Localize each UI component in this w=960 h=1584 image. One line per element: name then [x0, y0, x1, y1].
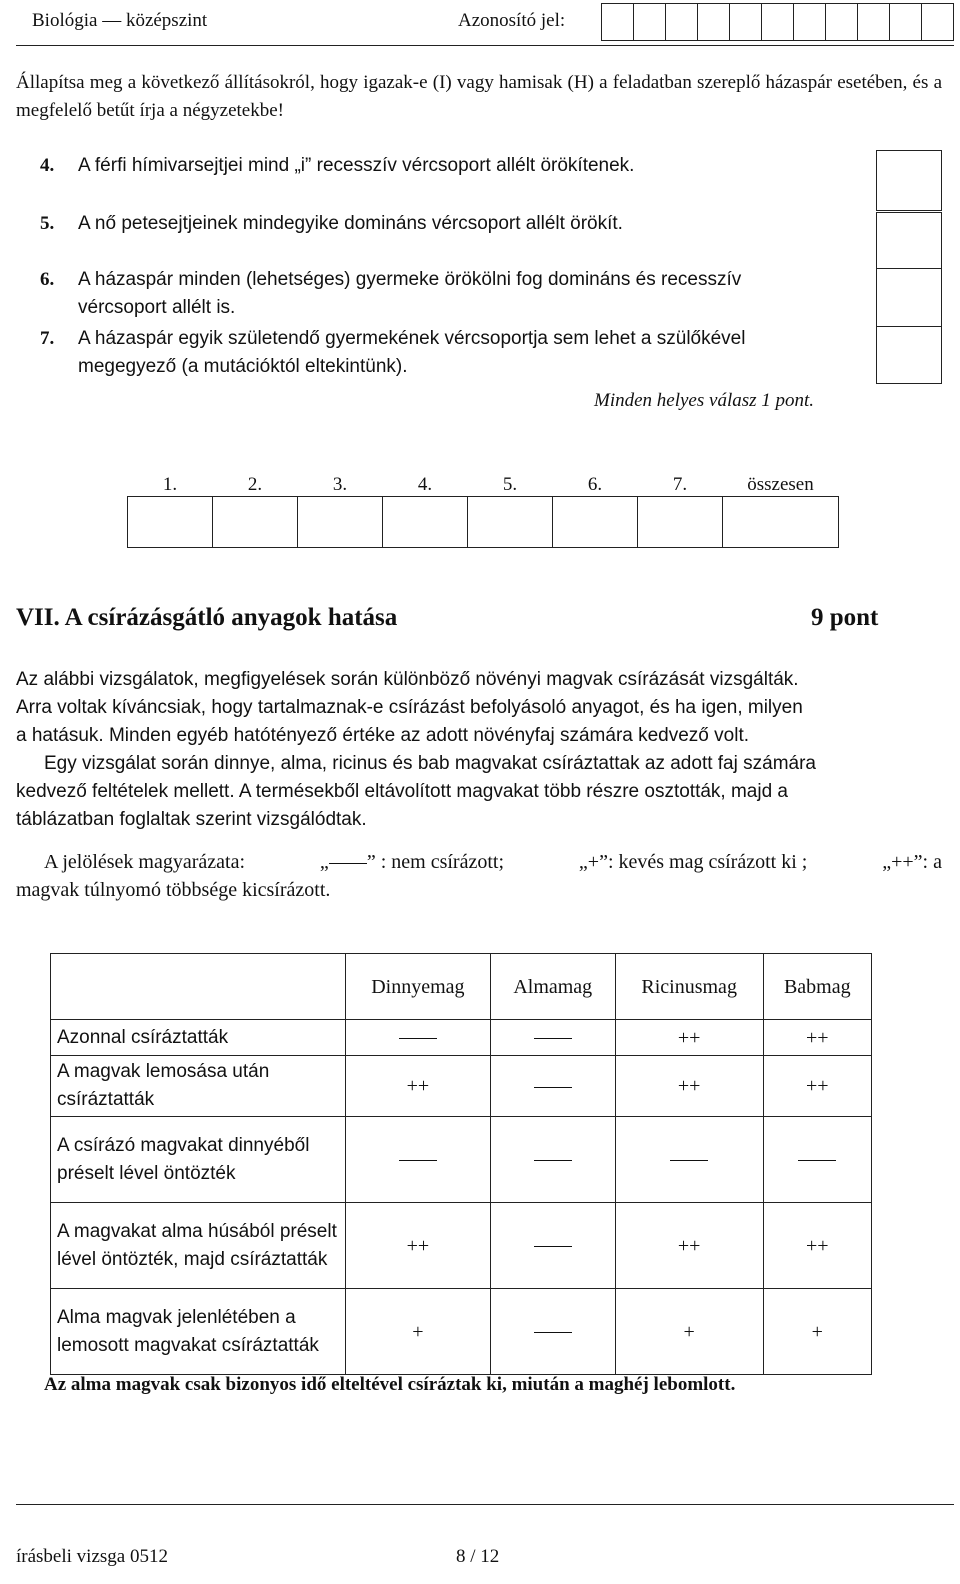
- none-germinated-mark: [490, 1203, 615, 1289]
- id-digit-box[interactable]: [793, 3, 826, 41]
- id-digit-box[interactable]: [921, 3, 954, 41]
- dash-symbol: [399, 1160, 437, 1161]
- result-cell: ++: [763, 1203, 871, 1289]
- result-cell: ++: [763, 1020, 871, 1056]
- dash-symbol: [534, 1246, 572, 1247]
- row-label: A csírázó magvakat dinnyéből préselt lével öntözték: [51, 1117, 346, 1203]
- table-row: [51, 1117, 872, 1203]
- statement-text-continued: megegyező (a mutációktól eltekintünk).: [78, 356, 408, 377]
- statement-item: [40, 152, 870, 180]
- row-label: Alma magvak jelenlétében a lemosott magvakat csíráztatták: [51, 1289, 346, 1375]
- dash-symbol: [329, 863, 367, 864]
- legend-double-plus: „++”: a: [882, 851, 942, 873]
- id-digit-box[interactable]: [729, 3, 762, 41]
- score-cell[interactable]: [723, 497, 839, 548]
- result-cell: ++: [346, 1056, 491, 1117]
- id-digit-box[interactable]: [825, 3, 858, 41]
- paragraph-1: [16, 666, 946, 750]
- score-cell[interactable]: [468, 497, 553, 548]
- column-header: Babmag: [763, 954, 871, 1020]
- table-row: [51, 1056, 872, 1117]
- id-digit-box[interactable]: [697, 3, 730, 41]
- row-label: Azonnal csíráztatták: [51, 1020, 346, 1056]
- score-cell[interactable]: [638, 497, 723, 548]
- none-germinated-mark: [346, 1117, 491, 1203]
- answer-box[interactable]: [876, 268, 942, 327]
- score-header-cell: 1.: [128, 474, 213, 497]
- statement-item: [40, 266, 870, 322]
- dash-symbol: [534, 1332, 572, 1333]
- dash-symbol: [670, 1160, 708, 1161]
- score-header-cell: 2.: [213, 474, 298, 497]
- dash-symbol: [399, 1038, 437, 1039]
- result-cell: ++: [615, 1056, 763, 1117]
- statement-number: 4.: [40, 155, 55, 176]
- statement-number: 5.: [40, 213, 55, 234]
- result-cell: ++: [763, 1056, 871, 1117]
- legend-quote-open: „: [319, 851, 329, 873]
- score-cell[interactable]: [553, 497, 638, 548]
- score-header-cell: 5.: [468, 474, 553, 497]
- paragraph-2-line: Egy vizsgálat során dinnye, alma, ricinus és bab magvakat csíráztattak az adott faj számára: [44, 753, 816, 774]
- none-germinated-mark: [490, 1020, 615, 1056]
- score-header-cell: 7.: [638, 474, 723, 497]
- id-digit-box[interactable]: [889, 3, 922, 41]
- result-cell: ++: [346, 1203, 491, 1289]
- footer-left: írásbeli vizsga 0512: [16, 1546, 168, 1567]
- paragraph-2-line: kedvező feltételek mellett. A termésekből eltávolított magvakat több részre osztották, majd a: [16, 781, 788, 802]
- intro-text: Állapítsa meg a következő állításokról, hogy igazak-e (I) vagy hamisak (H) a feladatban szereplő házaspár esetében, és a megfelelő betűt írja a négyzetekbe!: [16, 72, 942, 121]
- id-digit-box[interactable]: [665, 3, 698, 41]
- header-id-label: Azonosító jel:: [458, 10, 566, 31]
- legend-dash-item: [320, 848, 504, 876]
- row-label: A magvak lemosása után csíráztatták: [51, 1056, 346, 1117]
- score-cell[interactable]: [213, 497, 298, 548]
- none-germinated-mark: [490, 1117, 615, 1203]
- statement-item: [40, 325, 870, 381]
- result-cell: ++: [615, 1020, 763, 1056]
- id-digit-box[interactable]: [633, 3, 666, 41]
- result-cell: ++: [615, 1203, 763, 1289]
- table-row: [51, 1289, 872, 1375]
- legend-plus: „+”: kevés mag csírázott ki ;: [578, 851, 808, 873]
- score-header-cell: összesen: [723, 474, 839, 497]
- answer-box[interactable]: [876, 150, 942, 211]
- column-header: Ricinusmag: [615, 954, 763, 1020]
- statement-text: A házaspár minden (lehetséges) gyermeke örökölni fog domináns és recesszív: [78, 269, 742, 290]
- statement-text: A házaspár egyik születendő gyermekének vércsoportja sem lehet a szülőkével: [78, 328, 746, 349]
- column-header: Almamag: [490, 954, 615, 1020]
- footer-page: 8 / 12: [456, 1546, 500, 1567]
- footer-rule: [16, 1504, 954, 1505]
- score-table: [127, 474, 839, 548]
- paragraph-1-line: Arra voltak kíváncsiak, hogy tartalmaznak-e csírázást befolyásoló anyagot, és ha igen, milyen: [16, 697, 803, 718]
- id-digit-box[interactable]: [601, 3, 634, 41]
- score-cell[interactable]: [298, 497, 383, 548]
- statement-item: [40, 210, 870, 238]
- germination-table: [50, 953, 872, 1375]
- statement-number: 7.: [40, 328, 55, 349]
- legend-line-2: magvak túlnyomó többsége kicsírázott.: [16, 879, 331, 901]
- row-label: A magvakat alma húsából préselt lével öntözték, majd csíráztatták: [51, 1203, 346, 1289]
- result-cell: +: [346, 1289, 491, 1375]
- table-corner-cell: [51, 954, 346, 1020]
- id-digit-box[interactable]: [857, 3, 890, 41]
- score-header-cell: 4.: [383, 474, 468, 497]
- none-germinated-mark: [490, 1056, 615, 1117]
- column-header: Dinnyemag: [346, 954, 491, 1020]
- statement-text: A nő petesejtjeinek mindegyike domináns vércsoport allélt örökít.: [78, 213, 623, 234]
- result-cell: +: [763, 1289, 871, 1375]
- answer-box[interactable]: [876, 212, 942, 269]
- none-germinated-mark: [346, 1020, 491, 1056]
- paragraph-2: [16, 750, 946, 834]
- paragraph-1-line: Az alábbi vizsgálatok, megfigyelések során különböző növényi magvak csírázását vizsgálták.: [16, 669, 799, 690]
- table-row: [51, 1020, 872, 1056]
- header-rule: [16, 45, 954, 46]
- id-digit-box[interactable]: [761, 3, 794, 41]
- legend-quote-close: ”: [366, 851, 376, 873]
- paragraph-2-line: táblázatban foglaltak szerint vizsgálódtak.: [16, 809, 367, 830]
- answer-box[interactable]: [876, 326, 942, 384]
- none-germinated-mark: [615, 1117, 763, 1203]
- scoring-note: Minden helyes válasz 1 pont.: [594, 390, 815, 411]
- legend-prefix: A jelölések magyarázata:: [44, 851, 246, 873]
- statement-text: A férfi hímivarsejtjei mind „i” recesszív vércsoport allélt örökítenek.: [78, 155, 635, 176]
- dash-symbol: [534, 1087, 572, 1088]
- table-note: Az alma magvak csak bizonyos idő elteltével csíráztak ki, miután a maghéj lebomlott.: [44, 1374, 736, 1395]
- statement-text-continued: vércsoport allélt is.: [78, 297, 236, 318]
- legend-dash-text: : nem csírázott;: [380, 851, 504, 873]
- none-germinated-mark: [763, 1117, 871, 1203]
- section-points: 9 pont: [811, 604, 879, 631]
- table-row: [51, 1203, 872, 1289]
- score-cell[interactable]: [128, 497, 213, 548]
- header-subject: Biológia — középszint: [32, 10, 208, 31]
- dash-symbol: [534, 1038, 572, 1039]
- statement-number: 6.: [40, 269, 55, 290]
- paragraph-1-line: a hatásuk. Minden egyéb hatótényező értéke az adott növényfaj számára kedvező volt.: [16, 725, 750, 746]
- score-cell[interactable]: [383, 497, 468, 548]
- result-cell: +: [615, 1289, 763, 1375]
- section-title: VII. A csírázásgátló anyagok hatása: [16, 604, 398, 631]
- score-header-cell: 3.: [298, 474, 383, 497]
- none-germinated-mark: [490, 1289, 615, 1375]
- dash-symbol: [798, 1160, 836, 1161]
- legend: [44, 848, 942, 876]
- score-header-cell: 6.: [553, 474, 638, 497]
- dash-symbol: [534, 1160, 572, 1161]
